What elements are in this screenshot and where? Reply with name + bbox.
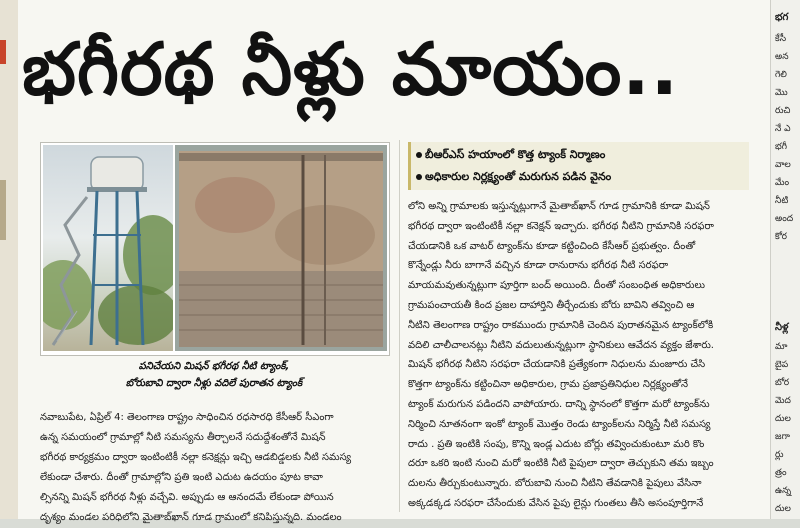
- column-divider: [399, 140, 400, 512]
- body-line: లోని అన్ని గ్రామాలకు ఇస్తున్నట్లుగానే మైతాబ్‌ఖాన్ గూడ గ్రామానికి కూడా మిషన్: [408, 201, 710, 212]
- old-tank-photo: [175, 145, 387, 351]
- adjacent-fragment: మొ: [775, 88, 788, 98]
- body-line: ట్యాంక్ మరుగున పడిందని వాపోయారు. దాన్ని స్థానంలో కొత్తగా మరో ట్యాంక్‌ను: [408, 398, 710, 410]
- body-line: చేయడానికి ఒక వాటర్ ట్యాంక్‌ను కూడా కట్టించింది కేసీఆర్ ప్రభుత్వం. దీంతో: [408, 240, 696, 252]
- adjacent-fragment: మేం: [775, 178, 790, 188]
- caption-line-1: పనిచేయని మిషన్ భగీరథ నీటి ట్యాంక్,: [138, 361, 290, 372]
- adjacent-fragment: కోర: [775, 232, 787, 242]
- adjacent-fragment: రుచి: [775, 106, 791, 116]
- body-line: రాదు . ప్రతి ఇంటికి సంపు, కొన్ని ఇండ్ల ఎదుట బోర్లు తవ్వించుకుంటూ మరి కొం: [408, 438, 705, 450]
- adjacent-fragment: బైప: [775, 360, 789, 370]
- adjacent-fragment: మెద: [775, 396, 791, 406]
- highlight-item: అధికారుల నిర్లక్ష్యంతో మరుగున పడిన వైనం: [425, 170, 611, 186]
- body-line: కొత్తగా ట్యాంక్‌ను కట్టించినా అధికారుల, గ్రామ ప్రజాప్రతినిధుల నిర్లక్ష్యంతోనే: [408, 379, 689, 391]
- body-line: భగీరథ కార్యక్రమం ద్వారా ఇంటింటికీ నల్లా కనెక్షన్లు ఇచ్చి ఆడబిడ్డలకు నీటి సమస్య: [40, 452, 352, 463]
- highlight-item: బీఆర్ఎస్ హయాంలో కొత్త ట్యాంక్ నిర్మాణం: [425, 148, 605, 164]
- adjacent-fragment: దుల: [775, 504, 791, 514]
- adjacent-fragment: భగ: [775, 12, 789, 23]
- adjacent-fragment: జగా: [775, 432, 790, 442]
- body-line: నిర్మించి నూతనంగా ఇంకో ట్యాంక్ మొత్తం రెండు ట్యాంక్‌లను నిర్మిస్తే నీటి సమస్య: [408, 418, 711, 430]
- article-body-right-column: [408, 197, 746, 514]
- highlights-box: [408, 142, 749, 190]
- body-line: నవాబుపేట, ఏప్రిల్ 4: తెలంగాణ రాష్ట్రం సాధించిన రధసారధి కేసీఆర్ సీఎంగా: [40, 412, 334, 423]
- adjacent-fragment: త్రం: [775, 468, 787, 478]
- bullet-icon: [416, 152, 422, 158]
- headline: భగీరథ నీళ్లు మాయం..: [22, 27, 679, 111]
- adjacent-fragment: నీళ్ల: [775, 322, 789, 333]
- adjacent-page-strip-right: [770, 0, 800, 519]
- body-line: కొన్నేండ్లు నీరు బాగానే వచ్చిన కూడా రానురాను భగీరథ నీటి సరఫరా: [408, 260, 669, 272]
- adjacent-fragment: నీటి: [775, 196, 789, 206]
- adjacent-fragment: గెలి: [775, 70, 787, 80]
- adjacent-page-strip-left: [0, 0, 18, 519]
- body-line: ల్సినన్ని మిషన్ భగీరథ నీళ్లు వచ్చేవి. అప్పుడు ఆ ఆనందమే లేకుండా పోయిన: [40, 492, 334, 503]
- adjacent-fragment: ర్లు: [775, 450, 784, 460]
- photo-caption: [40, 358, 388, 400]
- adjacent-fragment: భగీ: [775, 142, 787, 152]
- body-line: దులను తీర్చుకుంటున్నారు. బోరుబావి నుంచి నీటిని తేవడానికి పైపులు వేసినా: [408, 478, 702, 490]
- body-line: గ్రామపంచాయతీ కింద ప్రజల దాహార్తిని తీర్చేందుకు బోరు బావిని తవ్వించి ఆ: [408, 299, 695, 311]
- adjacent-fragment: ఉన్న: [775, 486, 792, 496]
- caption-line-2: బోరుబావి ద్వారా నీళ్లు వదిలే పురాతన ట్యాంక్: [125, 378, 303, 389]
- bullet-icon: [416, 174, 422, 180]
- photo-block: [40, 142, 390, 356]
- body-line: భగీరథ ద్వారా ఇంటింటికీ నల్లా కనెక్షన్ ఇచ్చారు. భగీరథ నీటిని గ్రామానికి సరఫరా: [408, 220, 714, 232]
- body-line: ఉన్న సమయంలో గ్రామాల్లో నీటి సమస్యను తీర్చాలనే సదుద్దేశంతోనే మిషన్: [40, 432, 326, 443]
- adjacent-fragment: బోర: [775, 378, 790, 388]
- article-body-left-column: [40, 408, 388, 528]
- body-line: లేకుండా చేశారు. దీంతో గ్రామాల్లోని ప్రతి ఇంటి ఎదుట ఉదయం పూట కావా: [40, 472, 323, 483]
- body-line: వదిలి చాలీచాలనట్లు నీటిని వదులుతున్నట్లుగా స్థానికులు ఆవేదన వ్యక్తం జేశారు.: [408, 339, 714, 351]
- body-line: నీటిని తెలంగాణ రాష్ట్రం రాకముందు గ్రామానికి చెందిన పురాతనమైన ట్యాంక్‌లోకి: [408, 319, 714, 331]
- adjacent-fragment: వాల: [775, 160, 791, 170]
- body-line: దరూ ఒకరి ఇంటి నుంచి మరో ఇంటికి నీటి పైపులా ద్వారా తెచ్చుకుని తమ ఇబ్బం: [408, 458, 714, 470]
- adjacent-fragment: అన: [775, 52, 789, 62]
- adjacent-fragment: అంద: [775, 214, 794, 224]
- body-line: దృశ్యం మండల పరిధిలోని మైతాబ్‌ఖాన్ గూడ గ్రామంలో కనిపిస్తున్నది. మండలం: [40, 512, 342, 523]
- body-line: మాయమవుతున్నట్లుగా పూర్తిగా బంద్ అయింది. దీంతో సంబంధిత అధికారులు: [408, 280, 705, 292]
- adjacent-fragment: కేసీ: [775, 34, 787, 44]
- adjacent-fragment: మా: [775, 342, 788, 352]
- water-tower-photo: [43, 145, 173, 351]
- adjacent-fragment: దుల: [775, 414, 791, 424]
- body-line: మిషన్ భగీరథ నీటిని సరఫరా చేయడానికి ప్రత్యేకంగా నిధులను మంజూరు చేసి: [408, 359, 706, 371]
- adjacent-red-mark: [0, 40, 6, 64]
- adjacent-fragment: నే ఎ: [775, 124, 791, 134]
- adjacent-photo-fragment: [0, 180, 6, 240]
- body-line: అక్కడక్కడ సరఫరా చేసేందుకు వేసిన పైపు లైన్లు గుంతలు తీసి అసంపూర్తిగానే: [408, 497, 704, 509]
